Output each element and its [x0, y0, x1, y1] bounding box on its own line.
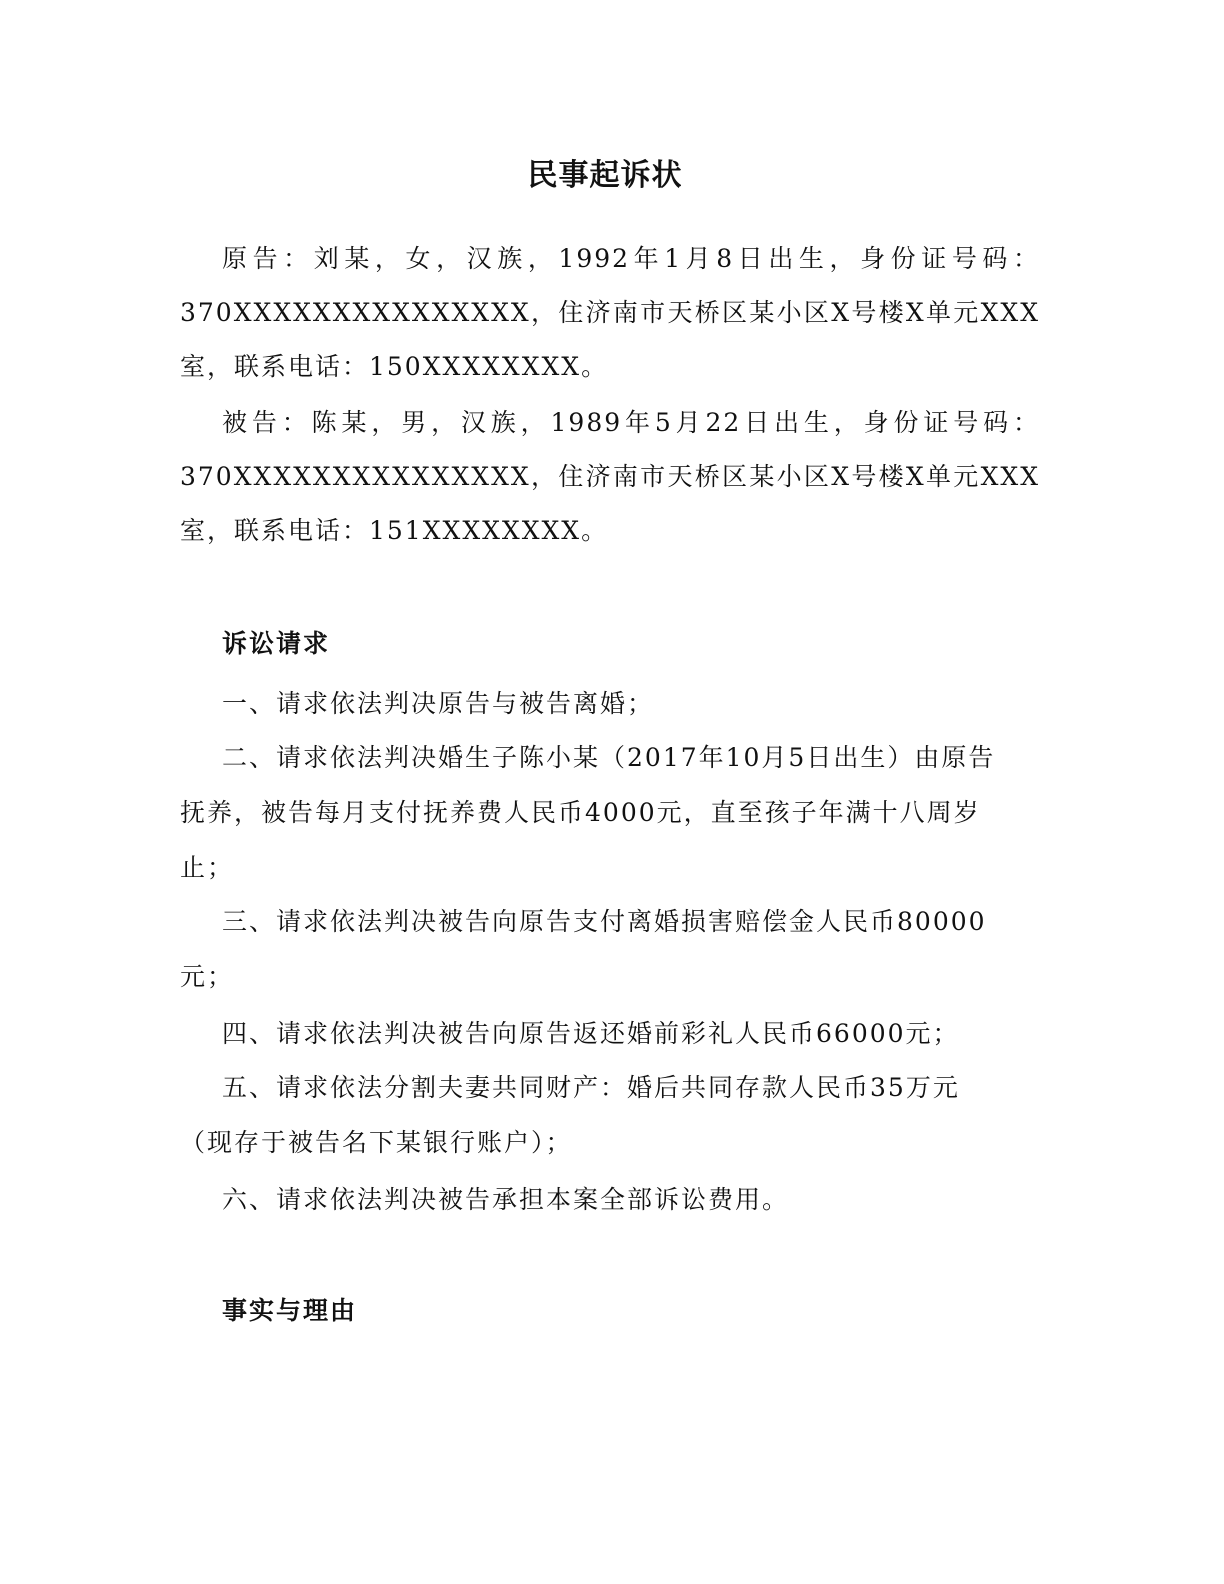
document-title: 民事起诉状: [527, 158, 683, 193]
claims-heading: 诉讼请求: [222, 629, 331, 658]
defendant-paragraph: 被告：陈某，男，汉族，1989年5月22日出生，身份证号码：370XXXXXXXXXXXXXXX，住济南市天桥区某小区X号楼X单元XXX室，联系电话：151XXXXXXXX。: [180, 408, 1040, 545]
claim-item-3: 三、请求依法判决被告向原告支付离婚损害赔偿金人民币80000元；: [180, 907, 987, 991]
facts-heading: 事实与理由: [222, 1296, 358, 1325]
claim-item-6: 六、请求依法判决被告承担本案全部诉讼费用。: [222, 1185, 790, 1214]
claim-item-1: 一、请求依法判决原告与被告离婚；: [222, 689, 655, 718]
claim-item-4: 四、请求依法判决被告向原告返还婚前彩礼人民币66000元；: [222, 1019, 960, 1048]
plaintiff-paragraph: 原告：刘某，女，汉族，1992年1月8日出生，身份证号码：370XXXXXXXXXXXXXXX，住济南市天桥区某小区X号楼X单元XXX室，联系电话：150XXXXXXXX。: [180, 244, 1040, 381]
claim-item-5: 五、请求依法分割夫妻共同财产：婚后共同存款人民币35万元（现存于被告名下某银行账户）；: [180, 1073, 960, 1157]
claim-item-2: 二、请求依法判决婚生子陈小某（2017年10月5日出生）由原告抚养，被告每月支付抚养费人民币4000元，直至孩子年满十八周岁止；: [180, 743, 996, 882]
